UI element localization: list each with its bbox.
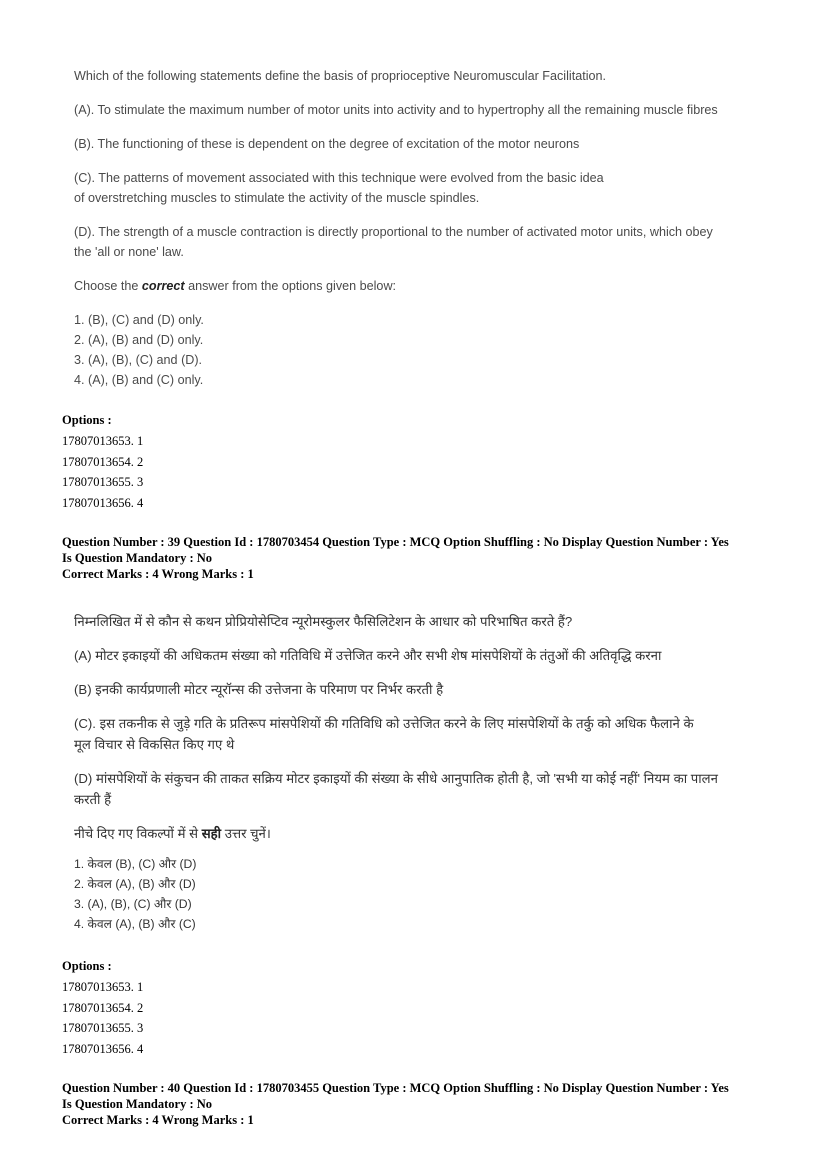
answer-choice-3: 3. (A), (B), (C) and (D). [74, 353, 203, 367]
answer-choice-4: 4. (A), (B) and (C) only. [74, 373, 204, 387]
option-id-4: 17807013656. 4 [62, 496, 144, 511]
option-id-3: 17807013655. 3 [62, 1021, 144, 1036]
answer-choices [74, 310, 774, 390]
choose-pre: Choose the [74, 279, 142, 293]
answer-choice-4: 4. केवल (A), (B) और (C) [74, 917, 196, 931]
meta-line-1: Question Number : 40 Question Id : 1780703455 Question Type : MCQ Option Shuffling : No Display Question Number : Yes [62, 1081, 729, 1095]
meta-line-2: Is Question Mandatory : No [62, 1097, 213, 1111]
statement-d-line2: the 'all or none' law. [74, 245, 184, 259]
question-stem: निम्नलिखित में से कौन से कथन प्रोप्रियोसेप्टिव न्यूरोमस्कुलर फैसिलिटेशन के आधार को परिभाषित करते हैं? [74, 614, 573, 629]
statement-b: (B) इनकी कार्यप्रणाली मोटर न्यूरॉन्स की उत्तेजना के परिमाण पर निर्भर करती है [74, 682, 444, 697]
question-39-options [62, 956, 143, 1060]
statement-d-line1: (D). The strength of a muscle contraction is directly proportional to the number of activated motor units, which obey [74, 225, 713, 239]
statement-c-line2: मूल विचार से विकसित किए गए थे [74, 737, 235, 752]
answer-choice-3: 3. (A), (B), (C) और (D) [74, 897, 192, 911]
option-id-3: 17807013655. 3 [62, 475, 144, 490]
choose-emphasis: सही [201, 826, 222, 841]
answer-choice-2: 2. (A), (B) and (D) only. [74, 333, 204, 347]
option-id-1: 17807013653. 1 [62, 433, 144, 448]
statement-b: (B). The functioning of these is dependent on the degree of excitation of the motor neurons [74, 137, 580, 151]
statement-c-line1: (C). इस तकनीक से जुड़े गति के प्रतिरूप मांसपेशियों की गतिविधि को उत्तेजित करने के लिए मांसपेशियों के तर्कु को अधिक फैलाने के [74, 716, 694, 731]
question-39-image [74, 611, 774, 934]
statement-a: (A). To stimulate the maximum number of motor units into activity and to hypertrophy all the remaining muscle fibres [74, 103, 718, 117]
question-38-image [74, 66, 774, 390]
meta-line-1: Question Number : 39 Question Id : 1780703454 Question Type : MCQ Option Shuffling : No Display Question Number : Yes [62, 535, 729, 549]
choose-instruction [74, 276, 774, 296]
answer-choices [74, 854, 774, 934]
statement-d-line1: (D) मांसपेशियों के संकुचन की ताकत सक्रिय मोटर इकाइयों की संख्या के सीधे आनुपातिक होती है, जो 'सभी या कोई नहीं' नियम का पालन [74, 771, 718, 786]
option-id-2: 17807013654. 2 [62, 1000, 144, 1015]
choose-emphasis: correct [141, 279, 185, 293]
option-id-2: 17807013654. 2 [62, 454, 144, 469]
choose-pre: नीचे दिए गए विकल्पों में से [74, 826, 202, 841]
question-40-meta [62, 1080, 776, 1128]
option-id-1: 17807013653. 1 [62, 979, 144, 994]
meta-line-3: Correct Marks : 4 Wrong Marks : 1 [62, 1113, 254, 1127]
choose-instruction [74, 823, 774, 844]
statement-c-line2: of overstretching muscles to stimulate the activity of the muscle spindles. [74, 191, 480, 205]
question-39-meta [62, 534, 776, 582]
option-id-4: 17807013656. 4 [62, 1042, 144, 1057]
statement-c-line1: (C). The patterns of movement associated with this technique were evolved from the basic idea [74, 171, 604, 185]
statement-a: (A) मोटर इकाइयों की अधिकतम संख्या को गतिविधि में उत्तेजित करने और सभी शेष मांसपेशियों के तंतुओं की अतिवृद्धि करना [74, 648, 662, 663]
meta-line-2: Is Question Mandatory : No [62, 551, 213, 565]
options-label: Options : [62, 959, 112, 973]
question-38-options [62, 410, 143, 514]
answer-choice-1: 1. (B), (C) and (D) only. [74, 313, 204, 327]
meta-line-3: Correct Marks : 4 Wrong Marks : 1 [62, 567, 254, 581]
choose-post: answer from the options given below: [184, 279, 397, 293]
answer-choice-2: 2. केवल (A), (B) और (D) [74, 877, 196, 891]
answer-choice-1: 1. केवल (B), (C) और (D) [74, 857, 197, 871]
statement-d-line2: करती हैं [74, 792, 112, 807]
options-label: Options : [62, 413, 112, 427]
question-stem: Which of the following statements define the basis of proprioceptive Neuromuscular Facilitation. [74, 69, 606, 83]
choose-post: उत्तर चुनें। [221, 826, 271, 841]
